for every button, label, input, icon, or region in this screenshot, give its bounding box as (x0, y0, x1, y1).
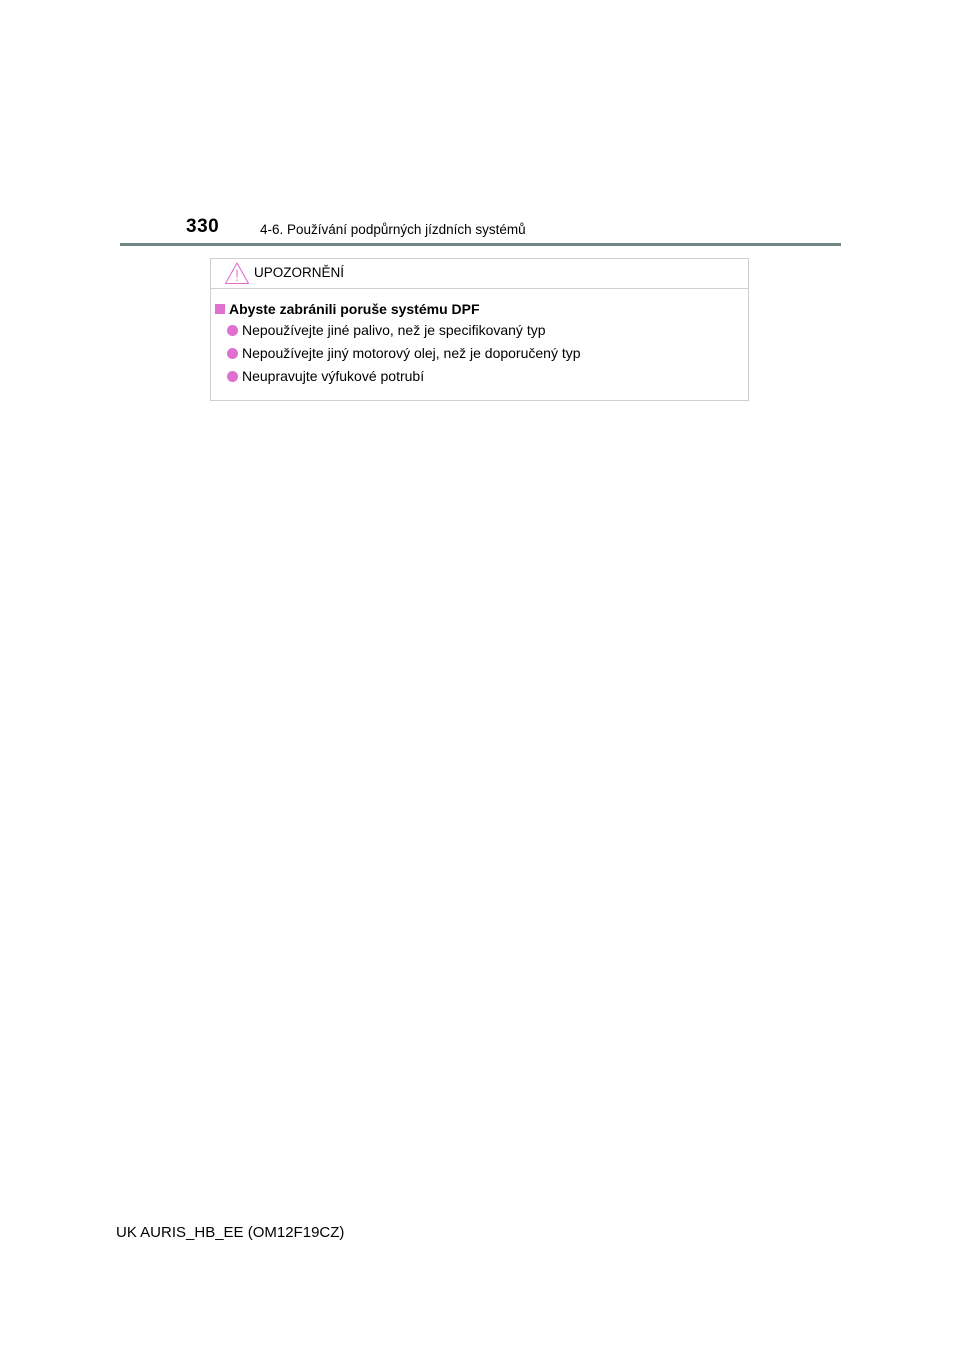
list-item-text: Neupravujte výfukové potrubí (242, 368, 425, 384)
list-item (227, 345, 581, 362)
header-rule (120, 243, 841, 246)
list-item (227, 368, 424, 385)
section-title: 4-6. Používání podpůrných jízdních systémů (260, 222, 526, 237)
caution-topic-text: Abyste zabránili poruše systému DPF (229, 301, 480, 317)
caution-header (211, 259, 748, 289)
list-item-text: Nepoužívejte jiné palivo, než je specifikovaný typ (242, 322, 546, 338)
list-item-text: Nepoužívejte jiný motorový olej, než je doporučený typ (242, 345, 581, 361)
warning-triangle-icon (224, 261, 250, 285)
page-number: 330 (186, 216, 220, 237)
list-item (227, 322, 546, 339)
round-bullet-icon (227, 348, 238, 359)
round-bullet-icon (227, 371, 238, 382)
caution-title: UPOZORNĚNÍ (254, 265, 345, 280)
caution-box (210, 258, 749, 401)
square-bullet-icon (215, 304, 225, 314)
caution-topic (215, 301, 480, 318)
footer-document-code: UK AURIS_HB_EE (OM12F19CZ) (116, 1224, 345, 1241)
round-bullet-icon (227, 325, 238, 336)
